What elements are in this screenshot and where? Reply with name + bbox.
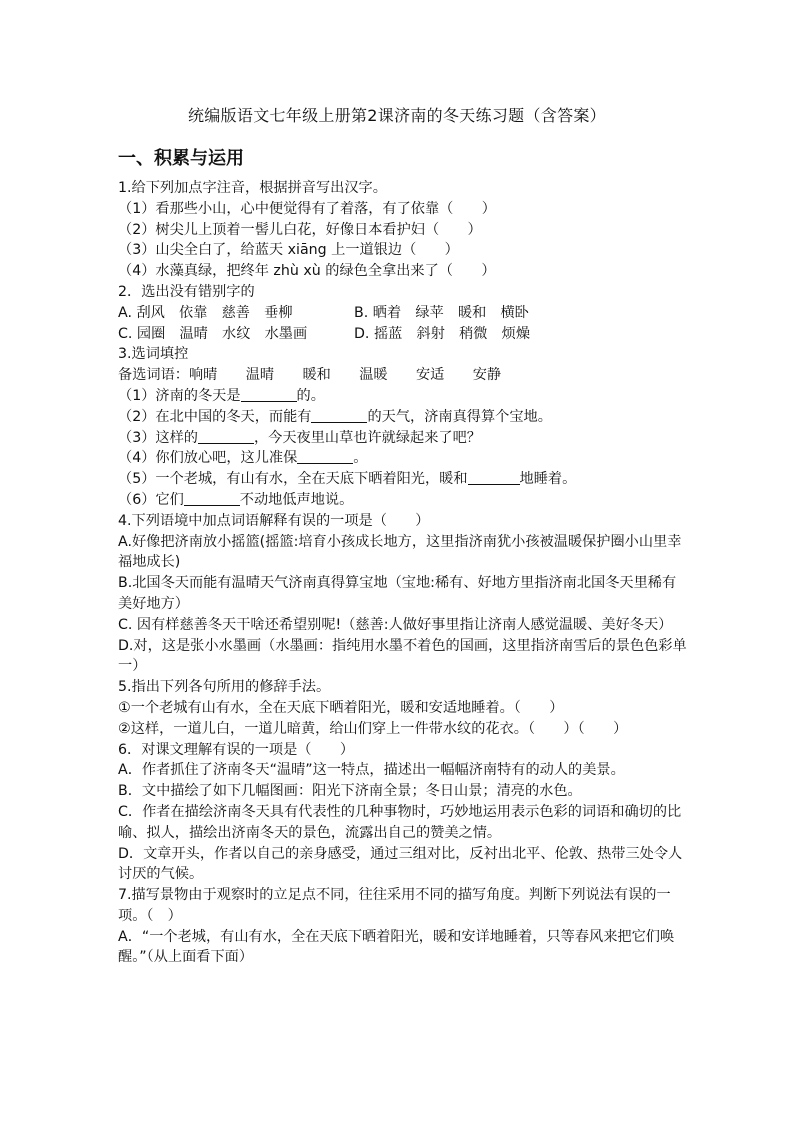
q3-blank-4[interactable] — [297, 449, 353, 464]
q6-option-d: D．文章开头，作者以自己的亲身感受，通过三组对比，反衬出北平、伦敦、热带三处令人讨厌的气候。 — [118, 845, 683, 883]
q5-item-1: ①一个老城有山有水，全在天底下晒着阳光，暖和安适地睡着。（ ） — [118, 699, 564, 716]
q7-stem: 7.描写景物由于观察时的立足点不同，往往采用不同的描写角度。判断下列说法有误的一项。（ ） — [118, 887, 671, 924]
q1-stem: 1.给下列加点字注音，根据拼音写出汉字。 — [118, 180, 387, 196]
q4-option-b: B.北国冬天而能有温晴天气济南真得算宝地（宝地:稀有、好地方里指济南北国冬天里稀有美好地方） — [118, 575, 677, 612]
q3-item-4 — [118, 448, 690, 469]
q2-option-d: D. 摇蓝 斜射 稍微 烦燥 — [354, 325, 531, 342]
page-title: 统编版语文七年级上册第2课济南的冬天练习题（含答案） — [188, 106, 606, 125]
q2-option-a: A. 刮风 依靠 慈善 垂柳 — [118, 304, 293, 321]
q4-option-a: A.好像把济南放小摇篮(摇篮:培育小孩成长地方，这里指济南犹小孩被温暖保护圈小山里幸福地成长) — [118, 533, 682, 571]
q6-stem: 6．对课文理解有误的一项是（ ） — [118, 741, 355, 758]
q3-item-5-text: （5）一个老城，有山有水，全在天底下晒着阳光，暖和 — [118, 471, 468, 488]
q3-item-4-end: 。 — [353, 450, 368, 467]
q6-option-b: B．文中描绘了如下几幅图画：阳光下济南全景；冬日山景；清亮的水色。 — [118, 783, 582, 800]
q3-item-2-text: （2）在北中国的冬天，而能有 — [118, 408, 312, 425]
q3-item-6-text: （6）它们 — [118, 491, 184, 508]
q3-item-6-end: 不动地低声地说。 — [239, 491, 354, 508]
q1-item-1: （1）看那些小山，心中便觉得有了着落，有了依靠（ ） — [118, 200, 496, 217]
q6-option-c: C．作者在描绘济南冬天具有代表性的几种事物时，巧妙地运用表示色彩的词语和确切的比喻、拟人，描绘出济南冬天的景色，流露出自己的赞美之情。 — [118, 803, 682, 841]
q1-item-4: （4）水藻真绿，把终年 zhù xù 的绿色全拿出来了（ ） — [118, 263, 496, 280]
q5-item-2: ②这样，一道儿白，一道儿暗黄，给山们穿上一件带水纹的花衣。（ ）（ ） — [118, 720, 628, 737]
q5-stem: 5.指出下列各句所用的修辞手法。 — [118, 679, 331, 696]
q2-options-cd — [118, 324, 690, 345]
q3-item-1 — [118, 386, 690, 407]
q3-item-3-end: ，今天夜里山草也许就绿起来了吧？ — [253, 429, 481, 446]
q4-option-c: C. 因有样慈善冬天干啥还希望别呢!（慈善:人做好事里指让济南人感觉温暖、美好冬天） — [118, 616, 673, 633]
q3-item-5-end: 地睡着。 — [519, 471, 577, 488]
q4-stem: 4.下列语境中加点词语解释有误的一项是（ ） — [118, 512, 430, 529]
q1-item-3: （3）山尖全白了，给蓝天 xiāng 上一道银边（ ） — [118, 242, 459, 259]
q3-item-3-text: （3）这样的 — [118, 429, 198, 446]
q7-option-a: A．“一个老城，有山有水，全在天底下晒着阳光，暖和安详地睡着，只等春风来把它们唤醒。”（从上面看下面） — [118, 928, 675, 966]
q3-item-4-text: （4）你们放心吧，这儿准保 — [118, 450, 298, 467]
q3-item-6 — [118, 490, 690, 511]
q3-item-5 — [118, 469, 690, 490]
q3-blank-1[interactable] — [241, 387, 297, 402]
q4-option-d: D.对，这是张小水墨画（水墨画：指纯用水墨不着色的国画，这里指济南雪后的景色色彩单一） — [118, 637, 687, 675]
q3-item-1-text: （1）济南的冬天是 — [118, 387, 241, 404]
q3-blank-2[interactable] — [311, 408, 367, 423]
section-heading: 一、积累与运用 — [118, 148, 244, 169]
q3-word-bank: 备选词语：响晴 温晴 暖和 温暖 安适 安静 — [118, 367, 502, 384]
q3-stem: 3.选词填控 — [118, 346, 189, 363]
q3-blank-3[interactable] — [198, 429, 254, 444]
q3-item-3 — [118, 428, 690, 449]
question-body — [118, 178, 690, 968]
q1-item-2: （2）树尖儿上顶着一髻儿白花，好像日本看护妇（ ） — [118, 221, 482, 238]
q2-option-c: C. 园圈 温晴 水纹 水墨画 — [118, 325, 308, 342]
q2-stem: 2．选出没有错别字的 — [118, 283, 255, 300]
q2-options-ab — [118, 303, 690, 324]
q6-option-a: A．作者抓住了济南冬天“温晴”这一特点，描述出一幅幅济南特有的动人的美景。 — [118, 762, 625, 779]
q3-item-2 — [118, 407, 690, 428]
q3-item-1-end: 的。 — [296, 387, 325, 404]
q3-blank-5[interactable] — [468, 470, 520, 485]
q3-blank-6[interactable] — [184, 491, 240, 506]
q3-item-2-end: 的天气，济南真得算个宝地。 — [367, 408, 552, 425]
q2-option-b: B. 晒着 绿苹 暖和 横卧 — [354, 304, 529, 321]
